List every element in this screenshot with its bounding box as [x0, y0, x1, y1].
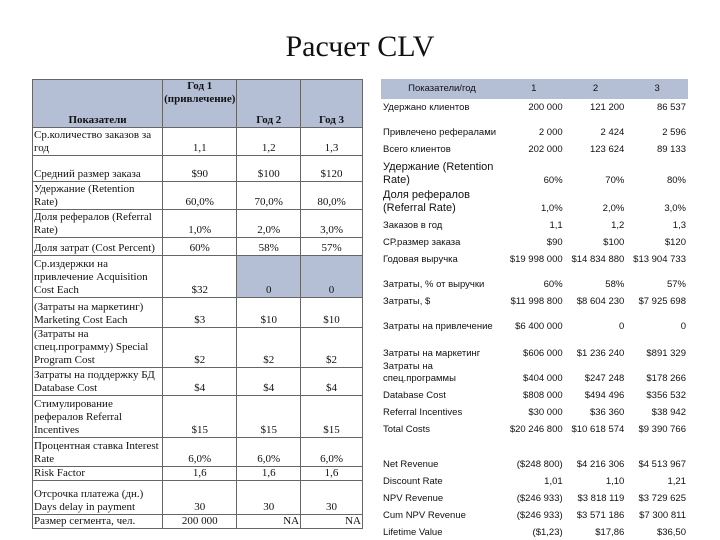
row-value-year2: 1,2 [237, 128, 301, 156]
row-value-year3: 6,0% [301, 438, 363, 467]
row-value-year3: 30 [301, 481, 363, 515]
table-row [381, 249, 688, 266]
row-value-year1: 1,01 [544, 476, 563, 487]
row-value-year2: 58% [605, 279, 625, 290]
row-label: Затраты, $ [383, 296, 431, 307]
row-value-year3: $178 266 [646, 373, 686, 384]
row-value-year2: 1,2 [611, 220, 625, 231]
row-value-year1: 60% [543, 175, 563, 186]
row-value-year2: 121 200 [589, 102, 625, 113]
row-value-year1: $15 [163, 396, 237, 438]
row-label: Referral Incentives [383, 407, 463, 418]
row-value-year2: $2 [237, 328, 301, 368]
table-row [33, 298, 363, 328]
row-value-year1: ($246 933) [516, 510, 563, 521]
row-label: Удержание (Retention Rate) [383, 161, 494, 186]
row-value-year2: $3 818 119 [577, 493, 625, 504]
row-value-year1: 6,0% [163, 438, 237, 467]
table-row [33, 515, 363, 529]
row-label: Удержание (Retention Rate) [33, 182, 163, 210]
row-value-year1: ($246 933) [516, 493, 563, 504]
row-value-year1: 2 000 [538, 127, 563, 138]
row-value-year3: 1,3 [672, 220, 686, 231]
row-value-year1: 1,0% [541, 203, 563, 214]
row-label: Ср.количество заказов за год [33, 128, 163, 156]
row-value-year3: $10 [301, 298, 363, 328]
table-row [33, 438, 363, 467]
row-value-year2: 70,0% [237, 182, 301, 210]
row-value-year2: 1,10 [605, 476, 625, 487]
row-value-year2: $14 834 880 [571, 254, 625, 265]
row-value-year2: $10 [237, 298, 301, 328]
row-value-year2: $494 496 [584, 390, 625, 401]
row-label: Удержано клиентов [383, 102, 470, 113]
row-value-year3: $9 390 766 [638, 424, 686, 435]
table-row [33, 182, 363, 210]
row-value-year2: 0 [237, 256, 301, 298]
row-value-year1: $19 998 000 [509, 254, 563, 265]
right-header-year1: 1 [503, 79, 565, 99]
row-label: Отсрочка платежа (дн.) Days delay in payment [33, 481, 163, 515]
table-row [381, 471, 688, 488]
row-value-year3: $7 300 811 [639, 510, 686, 521]
row-value-year1: $11 998 800 [510, 296, 563, 307]
row-label: Заказов в год [383, 220, 443, 231]
row-value-year2: $100 [603, 237, 625, 248]
table-row [381, 291, 688, 308]
row-value-year1: $90 [163, 156, 237, 182]
table-row [381, 232, 688, 249]
row-value-year3: NA [301, 515, 363, 529]
row-label: Средний размер заказа [33, 156, 163, 182]
row-value-year2: $1 236 240 [576, 348, 625, 359]
table-row [381, 522, 688, 539]
row-label: Затраты на поддержку БД Database Cost [33, 368, 163, 396]
table-row [381, 114, 688, 139]
row-value-year3: 57% [666, 279, 686, 290]
row-value-year2: 58% [237, 238, 301, 256]
row-value-year3: $120 [664, 237, 686, 248]
row-value-year2: NA [237, 515, 301, 529]
row-value-year2: 2,0% [237, 210, 301, 238]
row-value-year1: 30 [163, 481, 237, 515]
row-label: Годовая выручка [383, 254, 458, 265]
row-label: NPV Revenue [383, 493, 444, 504]
row-value-year3: 1,6 [301, 467, 363, 481]
row-value-year1: 1,0% [163, 210, 237, 238]
row-value-year3: 1,21 [667, 476, 686, 487]
row-value-year3: 3,0% [664, 203, 686, 214]
row-value-year1: $6 400 000 [515, 321, 563, 332]
row-value-year2: 2 424 [600, 127, 625, 138]
row-value-year3: $4 [301, 368, 363, 396]
row-value-year1: 1,1 [549, 220, 563, 231]
table-row [381, 385, 688, 402]
table-row [33, 210, 363, 238]
table-row [381, 333, 688, 360]
row-value-year1: 60% [163, 238, 237, 256]
row-value-year1: $808 000 [523, 390, 563, 401]
row-value-year1: 1,1 [163, 128, 237, 156]
row-label: Процентная ставка Interest Rate [33, 438, 163, 467]
row-value-year3: 80% [666, 175, 686, 186]
row-value-year1: $30 000 [528, 407, 563, 418]
row-value-year1: $2 [163, 328, 237, 368]
row-label: Всего клиентов [383, 144, 451, 155]
row-value-year1: $4 [163, 368, 237, 396]
row-value-year1: 202 000 [528, 144, 563, 155]
row-value-year1: 200 000 [163, 515, 237, 529]
row-value-year3: 1,3 [301, 128, 363, 156]
row-value-year1: 1,6 [163, 467, 237, 481]
row-value-year2: $8 604 230 [576, 296, 625, 307]
row-value-year3: $120 [301, 156, 363, 182]
row-value-year2: $15 [237, 396, 301, 438]
table-row [381, 215, 688, 232]
row-value-year3: $13 904 733 [633, 254, 686, 265]
row-value-year2: $10 618 574 [571, 424, 625, 435]
table-row [33, 128, 363, 156]
row-value-year3: 0 [680, 321, 686, 332]
right-header-indicators: Показатели/год [381, 79, 503, 99]
row-label: Net Revenue [383, 459, 439, 470]
row-label: Затраты на спец.программы [383, 361, 456, 384]
row-value-year1: 60% [543, 279, 563, 290]
table-row [33, 256, 363, 298]
row-value-year3: 2 596 [662, 127, 686, 138]
table-row [33, 467, 363, 481]
clv-calculation-table [381, 79, 688, 539]
row-value-year3: 89 133 [656, 144, 686, 155]
row-label: Discount Rate [383, 476, 443, 487]
row-value-year3: $38 942 [651, 407, 686, 418]
right-header-row [381, 79, 688, 99]
row-label: Lifetime Value [383, 527, 443, 538]
row-label: Привлечено рефералами [383, 127, 497, 138]
row-value-year3: $36,50 [656, 527, 686, 538]
table-row [381, 187, 688, 215]
row-label: (Затраты на спец.программу) Special Program Cost [33, 328, 163, 368]
row-value-year1: 200 000 [528, 102, 563, 113]
table-row [33, 396, 363, 438]
table-row [381, 436, 688, 471]
row-value-year1: $20 246 800 [509, 424, 563, 435]
table-row [33, 368, 363, 396]
row-value-year2: 70% [605, 175, 625, 186]
right-header-year3: 3 [626, 79, 688, 99]
right-header-year2: 2 [565, 79, 627, 99]
table-row [381, 419, 688, 436]
table-row [381, 308, 688, 333]
table-row [381, 99, 688, 114]
row-value-year2: $100 [237, 156, 301, 182]
row-value-year2: 6,0% [237, 438, 301, 467]
row-value-year3: 0 [301, 256, 363, 298]
row-value-year2: 30 [237, 481, 301, 515]
row-value-year3: 3,0% [301, 210, 363, 238]
row-value-year3: $891 329 [646, 348, 686, 359]
table-row [381, 360, 688, 385]
row-label: Стимулирование рефералов Referral Incentives [33, 396, 163, 438]
row-value-year3: $4 513 967 [638, 459, 686, 470]
row-value-year2: 123 624 [589, 144, 625, 155]
row-value-year2: $3 571 186 [576, 510, 625, 521]
row-label: Затраты, % от выручки [383, 279, 485, 290]
row-label: Ср.издержки на привлечение Acquisition Cost Each [33, 256, 163, 298]
row-label: (Затраты на маркетинг) Marketing Cost Each [33, 298, 163, 328]
row-label: Доля рефералов (Referral Rate) [33, 210, 163, 238]
row-value-year3: 57% [301, 238, 363, 256]
row-label: Total Costs [383, 424, 430, 435]
row-label: Затраты на маркетинг [383, 348, 481, 359]
slide-title: Расчет CLV [285, 30, 435, 63]
row-value-year1: 60,0% [163, 182, 237, 210]
row-value-year3: $3 729 625 [638, 493, 686, 504]
row-value-year1: $404 000 [523, 373, 563, 384]
row-label: Доля рефералов (Referral Rate) [383, 189, 471, 214]
row-label: Доля затрат (Cost Percent) [33, 238, 163, 256]
left-header-row [33, 80, 363, 128]
table-row [33, 156, 363, 182]
row-value-year3: 80,0% [301, 182, 363, 210]
clv-input-table [32, 79, 363, 529]
row-value-year3: $15 [301, 396, 363, 438]
row-value-year2: $17,86 [595, 527, 625, 538]
row-label: Database Cost [383, 390, 446, 401]
table-row [33, 238, 363, 256]
row-value-year2: 1,6 [237, 467, 301, 481]
left-header-year1: Год 1 (привлечение) [163, 80, 237, 128]
row-value-year3: $7 925 698 [638, 296, 686, 307]
row-label: Cum NPV Revenue [383, 510, 466, 521]
table-row [381, 156, 688, 187]
row-value-year2: $36 360 [589, 407, 625, 418]
table-row [33, 481, 363, 515]
row-value-year1: ($248 800) [516, 459, 563, 470]
row-value-year2: $4 [237, 368, 301, 396]
row-value-year2: 0 [619, 321, 625, 332]
table-row [33, 328, 363, 368]
left-header-year3: Год 3 [301, 80, 363, 128]
row-value-year2: $4 216 306 [576, 459, 625, 470]
row-value-year2: $247 248 [584, 373, 625, 384]
row-value-year3: $2 [301, 328, 363, 368]
row-value-year1: $90 [546, 237, 563, 248]
row-label: Затраты на привлечение [383, 321, 493, 332]
row-value-year1: $32 [163, 256, 237, 298]
table-row [381, 266, 688, 291]
row-value-year1: $3 [163, 298, 237, 328]
table-row [381, 488, 688, 505]
row-label: Размер сегмента, чел. [33, 515, 163, 529]
row-value-year1: $606 000 [523, 348, 563, 359]
table-row [381, 505, 688, 522]
left-header-year2: Год 2 [237, 80, 301, 128]
row-value-year3: $356 532 [646, 390, 686, 401]
row-value-year1: ($1,23) [532, 527, 563, 538]
row-value-year3: 86 537 [656, 102, 686, 113]
table-row [381, 139, 688, 156]
row-value-year2: 2,0% [602, 203, 625, 214]
left-header-indicators: Показатели [33, 80, 163, 128]
table-row [381, 402, 688, 419]
row-label: Risk Factor [33, 467, 163, 481]
row-label: СР.размер заказа [383, 237, 461, 248]
